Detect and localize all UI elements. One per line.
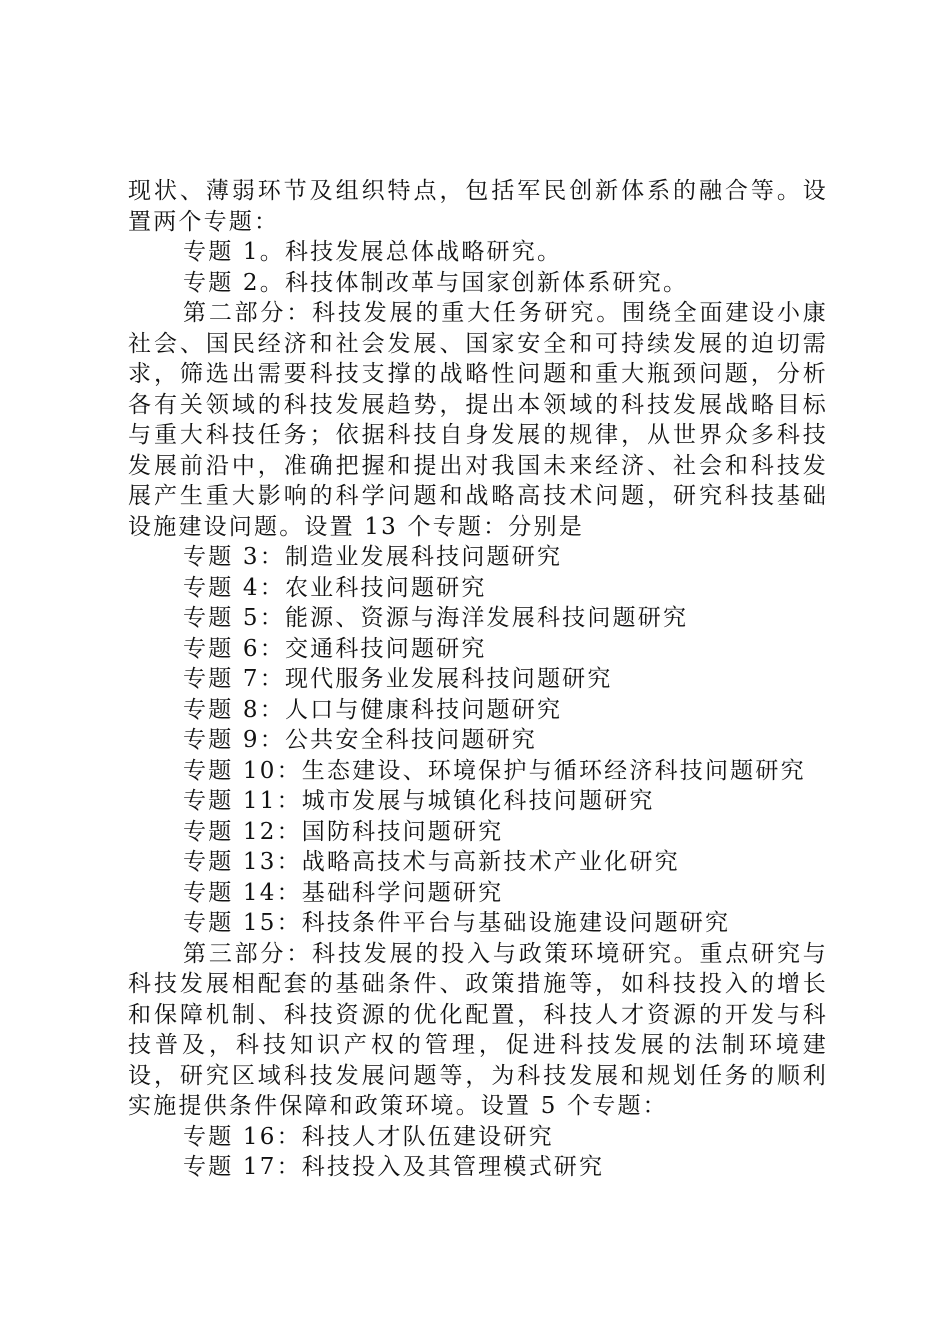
topic-13: 专题 13：战略高技术与高新技术产业化研究: [183, 849, 680, 875]
paragraph-part-three: 第三部分：科技发展的投入与政策环境研究。重点研究与科技发展相配套的基础条件、政策措施等，如科技投入的增长和保障机制、科技资源的优化配置，科技人才资源的开发与科技普及，科技知识产权的管理，促进科技发展的法制环境建设，研究区域科技发展问题等，为科技发展和规划任务的顺利实施提供条件保障和政策环境。设置 5 个专题：: [128, 940, 828, 1119]
topic-10: 专题 10：生态建设、环境保护与循环经济科技问题研究: [183, 757, 806, 784]
paragraph-intro-continuation: 现状、薄弱环节及组织特点，包括军民创新体系的融合等。设置两个专题：: [128, 178, 828, 235]
topic-15: 专题 15：科技条件平台与基础设施建设问题研究: [183, 910, 731, 936]
topic-14: 专题 14：基础科学问题研究: [183, 879, 504, 906]
topic-3: 专题 3：制造业发展科技问题研究: [183, 544, 563, 570]
topic-2: 专题 2。科技体制改革与国家创新体系研究。: [183, 269, 689, 296]
topic-11: 专题 11：城市发展与城镇化科技问题研究: [183, 788, 655, 814]
topic-12: 专题 12：国防科技问题研究: [183, 818, 504, 845]
topic-6: 专题 6：交通科技问题研究: [183, 635, 487, 662]
topic-8: 专题 8：人口与健康科技问题研究: [183, 696, 563, 723]
topic-9: 专题 9：公共安全科技问题研究: [183, 727, 537, 753]
topic-1: 专题 1。科技发展总体战略研究。: [183, 239, 563, 265]
topic-17: 专题 17：科技投入及其管理模式研究: [183, 1154, 605, 1180]
topic-16: 专题 16：科技人才队伍建设研究: [183, 1123, 554, 1150]
document-body: [128, 176, 828, 1183]
topic-7: 专题 7：现代服务业发展科技问题研究: [183, 666, 613, 692]
topic-4: 专题 4：农业科技问题研究: [183, 574, 487, 601]
paragraph-part-two: 第二部分：科技发展的重大任务研究。围绕全面建设小康社会、国民经济和社会发展、国家安全和可持续发展的迫切需求，筛选出需要科技支撑的战略性问题和重大瓶颈问题，分析各有关领域的科技发展趋势，提出本领域的科技发展战略目标与重大科技任务；依据科技自身发展的规律，从世界众多科技发展前沿中，准确把握和提出对我国未来经济、社会和科技发展产生重大影响的科学问题和战略高技术问题，研究科技基础设施建设问题。设置 13 个专题：分别是: [128, 300, 828, 540]
topic-5: 专题 5：能源、资源与海洋发展科技问题研究: [183, 605, 689, 631]
